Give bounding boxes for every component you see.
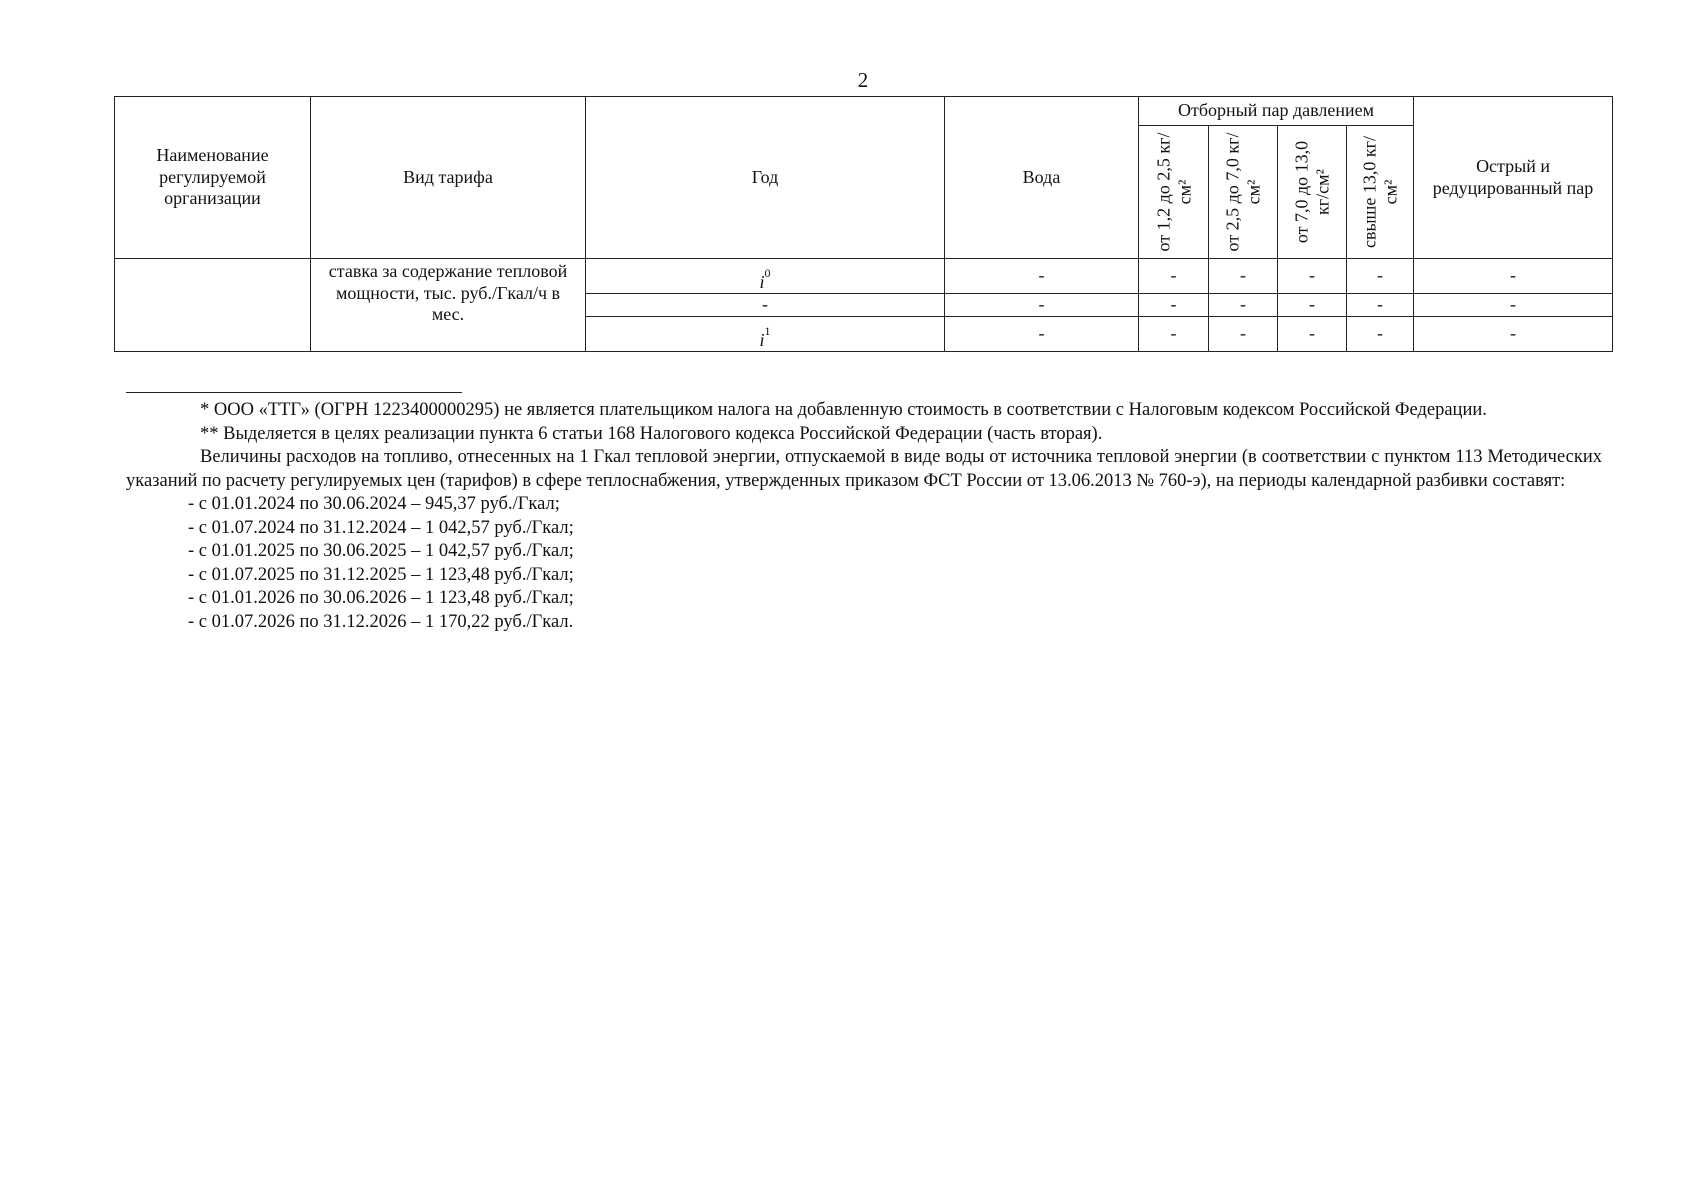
year-cell <box>586 259 945 294</box>
list-item: - с 01.01.2026 по 30.06.2026 – 1 123,48 руб./Гкал; <box>188 588 574 608</box>
header-row-1 <box>115 97 1613 126</box>
water-cell: - <box>945 259 1139 294</box>
header-tariff-type: Вид тарифа <box>311 97 586 259</box>
tariff-label-cell: ставка за содержание тепловой мощности, тыс. руб./Гкал/ч в мес. <box>311 259 586 352</box>
list-item: - с 01.01.2025 по 30.06.2025 – 1 042,57 руб./Гкал; <box>188 541 574 561</box>
year-symbol: $i^1$ <box>759 324 771 351</box>
list-item: - с 01.07.2024 по 31.12.2024 – 1 042,57 руб./Гкал; <box>188 517 574 538</box>
pressure-1-cell: - <box>1139 317 1209 352</box>
header-year: Год <box>586 97 945 259</box>
pressure-1-cell: - <box>1139 294 1209 317</box>
header-sharp-steam: Острый и редуцированный пар <box>1414 97 1613 259</box>
year-symbol: $i^0$ <box>759 266 771 293</box>
year-cell <box>586 317 945 352</box>
sharp-steam-cell: - <box>1414 317 1613 352</box>
year-cell: - <box>586 294 945 317</box>
header-pressure-4 <box>1347 126 1414 259</box>
header-pressure-1-label: от 1,2 до 2,5 кг/см² <box>1152 132 1194 252</box>
pressure-2-cell: - <box>1209 259 1278 294</box>
water-cell: - <box>945 317 1139 352</box>
pressure-4-cell: - <box>1347 259 1414 294</box>
sharp-steam-cell: - <box>1414 294 1613 317</box>
tariff-table <box>114 96 1613 352</box>
header-pressure-3-label: от 7,0 до 13,0 кг/см² <box>1291 140 1332 244</box>
footnote-tax-code: ** Выделяется в целях реализации пункта 6 статьи 168 Налогового кодекса Российской Федерации (часть вторая). <box>200 423 1103 444</box>
sharp-steam-cell: - <box>1414 259 1613 294</box>
header-pressure-3 <box>1278 126 1347 259</box>
pressure-3-cell: - <box>1278 317 1347 352</box>
pressure-2-cell: - <box>1209 294 1278 317</box>
header-steam-group: Отборный пар давлением <box>1139 97 1414 126</box>
footnote-divider <box>126 392 462 393</box>
pressure-3-cell: - <box>1278 259 1347 294</box>
list-item: - с 01.01.2024 по 30.06.2024 – 945,37 руб./Гкал; <box>188 494 560 514</box>
pressure-1-cell: - <box>1139 259 1209 294</box>
pressure-4-cell: - <box>1347 294 1414 317</box>
table-row <box>115 259 1613 294</box>
pressure-4-cell: - <box>1347 317 1414 352</box>
header-pressure-2 <box>1209 126 1278 259</box>
pressure-3-cell: - <box>1278 294 1347 317</box>
list-item: - с 01.07.2025 по 31.12.2025 – 1 123,48 руб./Гкал; <box>188 564 574 585</box>
header-pressure-2-label: от 2,5 до 7,0 кг/см² <box>1222 132 1263 252</box>
footnote-vat: * ООО «ТТГ» (ОГРН 1223400000295) не является плательщиком налога на добавленную стоимость в соответствии с Налоговым кодексом Российской Федерации. <box>200 400 1487 420</box>
header-pressure-4-label: свыше 13,0 кг/см² <box>1359 135 1401 249</box>
header-water: Вода <box>945 97 1139 259</box>
pressure-2-cell: - <box>1209 317 1278 352</box>
fuel-cost-periods <box>126 493 1602 634</box>
page-number: 2 <box>857 68 869 92</box>
header-pressure-1 <box>1139 126 1209 259</box>
org-cell <box>115 259 311 352</box>
footnote-fuel-costs: Величины расходов на топливо, отнесенных на 1 Гкал тепловой энергии, отпускаемой в виде воды от источника тепловой энергии (в соответствии с пунктом 113 Методических указаний по расчету регулируемых цен (тарифов) в сфере теплоснабжения, утвержденных приказом ФСТ России от 13.06.2013 № 760-э), на периоды календарной разбивки составят: <box>126 447 1602 491</box>
header-org: Наименование регулируемой организации <box>115 97 311 259</box>
list-item: - с 01.07.2026 по 31.12.2026 – 1 170,22 руб./Гкал. <box>188 611 574 632</box>
water-cell: - <box>945 294 1139 317</box>
footnotes <box>126 392 1602 634</box>
